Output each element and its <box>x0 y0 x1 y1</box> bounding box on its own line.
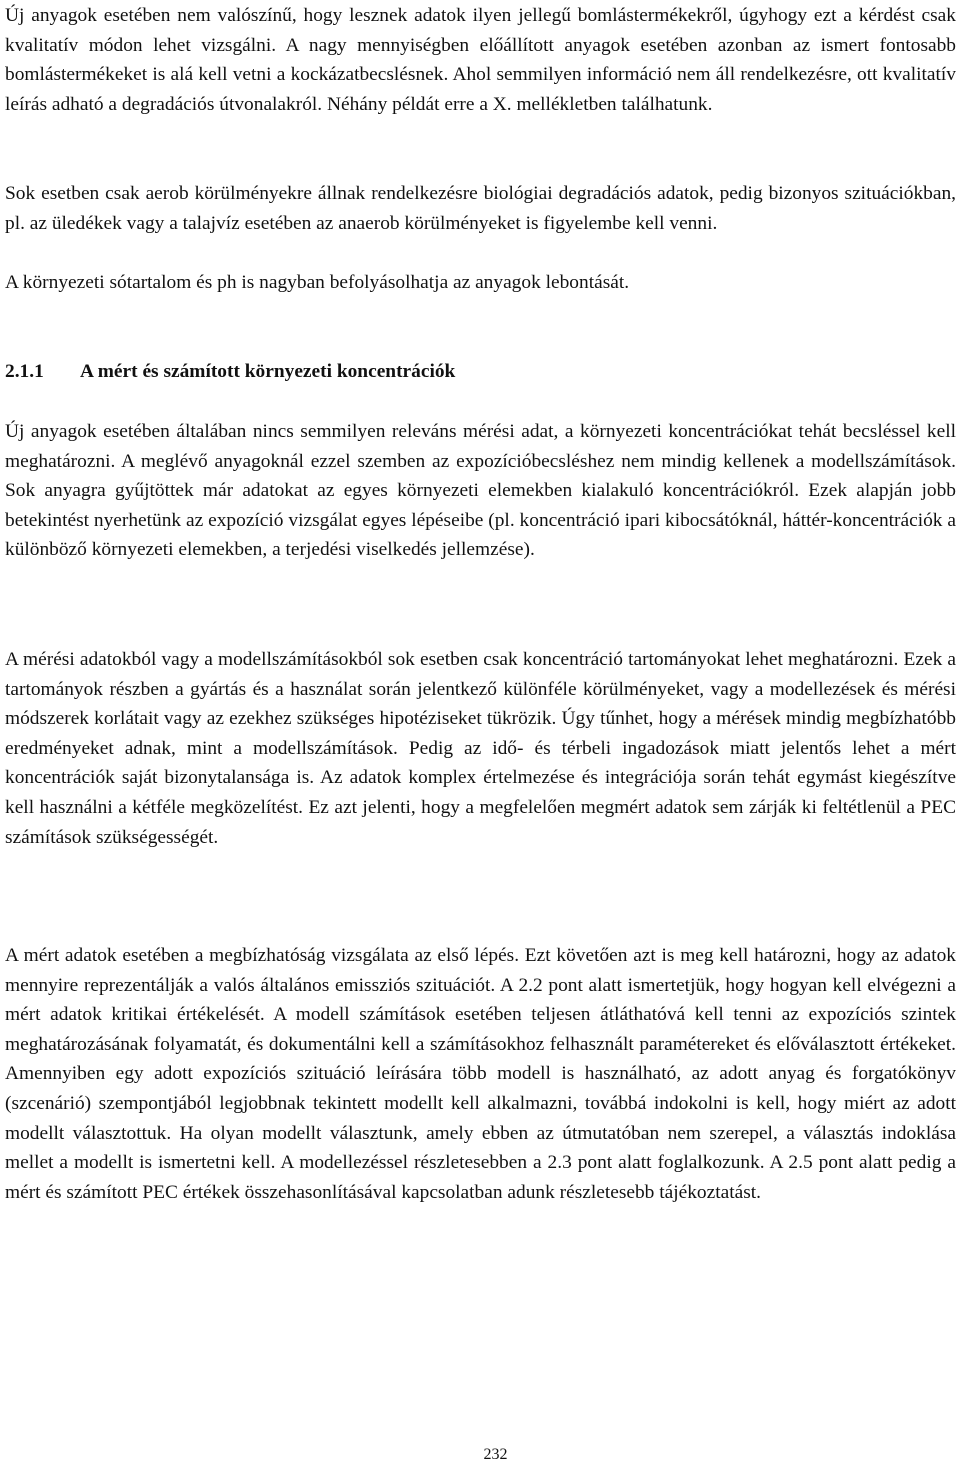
paragraph-new-substances: Új anyagok esetében általában nincs semmilyen releváns mérési adat, a környezeti koncentrációkat tehát becsléssel kell meghatározni. A meglévő anyagoknál ezzel szemben az expozícióbecsléshez nem mindig kellenek a modellszámítások. Sok anyagra gyűjtöttek már adatokat az egyes környezeti elemekben kialakuló koncentrációkról. Ezek alapján jobb betekintést nyerhetünk az expozíció vizsgálat egyes lépéseibe (pl. koncentráció ipari kibocsátóknál, háttér-koncentrációk a különböző környezeti elemekben, a terjedési viselkedés jellemzése). <box>5 421 956 561</box>
section-heading <box>5 357 956 387</box>
paragraph-measured-data: A mért adatok esetében a megbízhatóság vizsgálata az első lépés. Ezt követően azt is meg kell határozni, hogy az adatok mennyire reprezentálják a valós általános emissziós szituációt. A 2.2 pont alatt ismertetjük, hogy hogyan kell elvégezni a mért adatok kritikai értékelését. A modell számítások esetében teljesen átláthatóvá kell tenni az expozíciós szintek meghatározásának folyamatát, és dokumentálni kell a számításokhoz felhasznált paramétereket és előválasztott értékeket. Amennyiben egy adott expozíciós szituáció leírására több modell is használható, az adott anyag és forgatókönyv (szcenárió) szempontjából legjobbnak tekintett modellt kell alkalmazni, továbbá indokolni is kell, hogy miért az adott modellt választottuk. Ha olyan modellt választunk, amely ebben az útmutatóban nem szerepel, a választás indoklása mellet a modellt is ismertetni kell. A modellezéssel részletesebben a 2.3 pont alatt foglalkozunk. A 2.5 pont alatt pedig a mért és számított PEC értékek összehasonlításával kapcsolatban adunk részletesebb tájékoztatást. <box>5 945 956 1203</box>
section-number: 2.1.1 <box>5 361 44 382</box>
paragraph-aerob-conditions: Sok esetben csak aerob körülményekre állnak rendelkezésre biológiai degradációs adatok, pedig bizonyos szituációkban, pl. az üledékek vagy a talajvíz esetében az anaerob körülményeket is figyelembe kell venni. <box>5 183 956 234</box>
page-number: 232 <box>483 1446 508 1463</box>
paragraph-concentration-ranges: A mérési adatokból vagy a modellszámításokból sok esetben csak koncentráció tartományokat lehet meghatározni. Ezek a tartományok részben a gyártás és a használat során jelentkező különféle körülményeket, vagy a modellezések és mérési módszerek korlátait vagy az ezekhez szükséges hipotéziseket tükrözik. Úgy tűnhet, hogy a mérések mindig megbízhatóbb eredményeket adnak, mint a modellszámítások. Pedig az idő- és térbeli ingadozások miatt jelentős lehet a mért koncentrációk saját bizonytalansága is. Az adatok komplex értelmezése és integrációja során tehát egymást kiegészítve kell használni a kétféle megközelítést. Ez azt jelenti, hogy a megfelelően megmért adatok sem zárják ki feltétlenül a PEC számítások szükségességét. <box>5 649 956 848</box>
paragraph-degradation-products: Új anyagok esetében nem valószínű, hogy lesznek adatok ilyen jellegű bomlástermékekről, úgyhogy ezt a kérdést csak kvalitatív módon lehet vizsgálni. A nagy mennyiségben előállított anyagok esetében azonban az ismert fontosabb bomlástermékeket is alá kell vetni a kockázatbecslésnek. Ahol semmilyen információ nem áll rendelkezésre, ott kvalitatív leírás adható a degradációs útvonalakról. Néhány példát erre a X. mellékletben találhatunk. <box>5 5 956 115</box>
paragraph-salinity-ph: A környezeti sótartalom és ph is nagyban befolyásolhatja az anyagok lebontását. <box>5 272 630 293</box>
section-title: A mért és számított környezeti koncentrációk <box>80 361 456 382</box>
